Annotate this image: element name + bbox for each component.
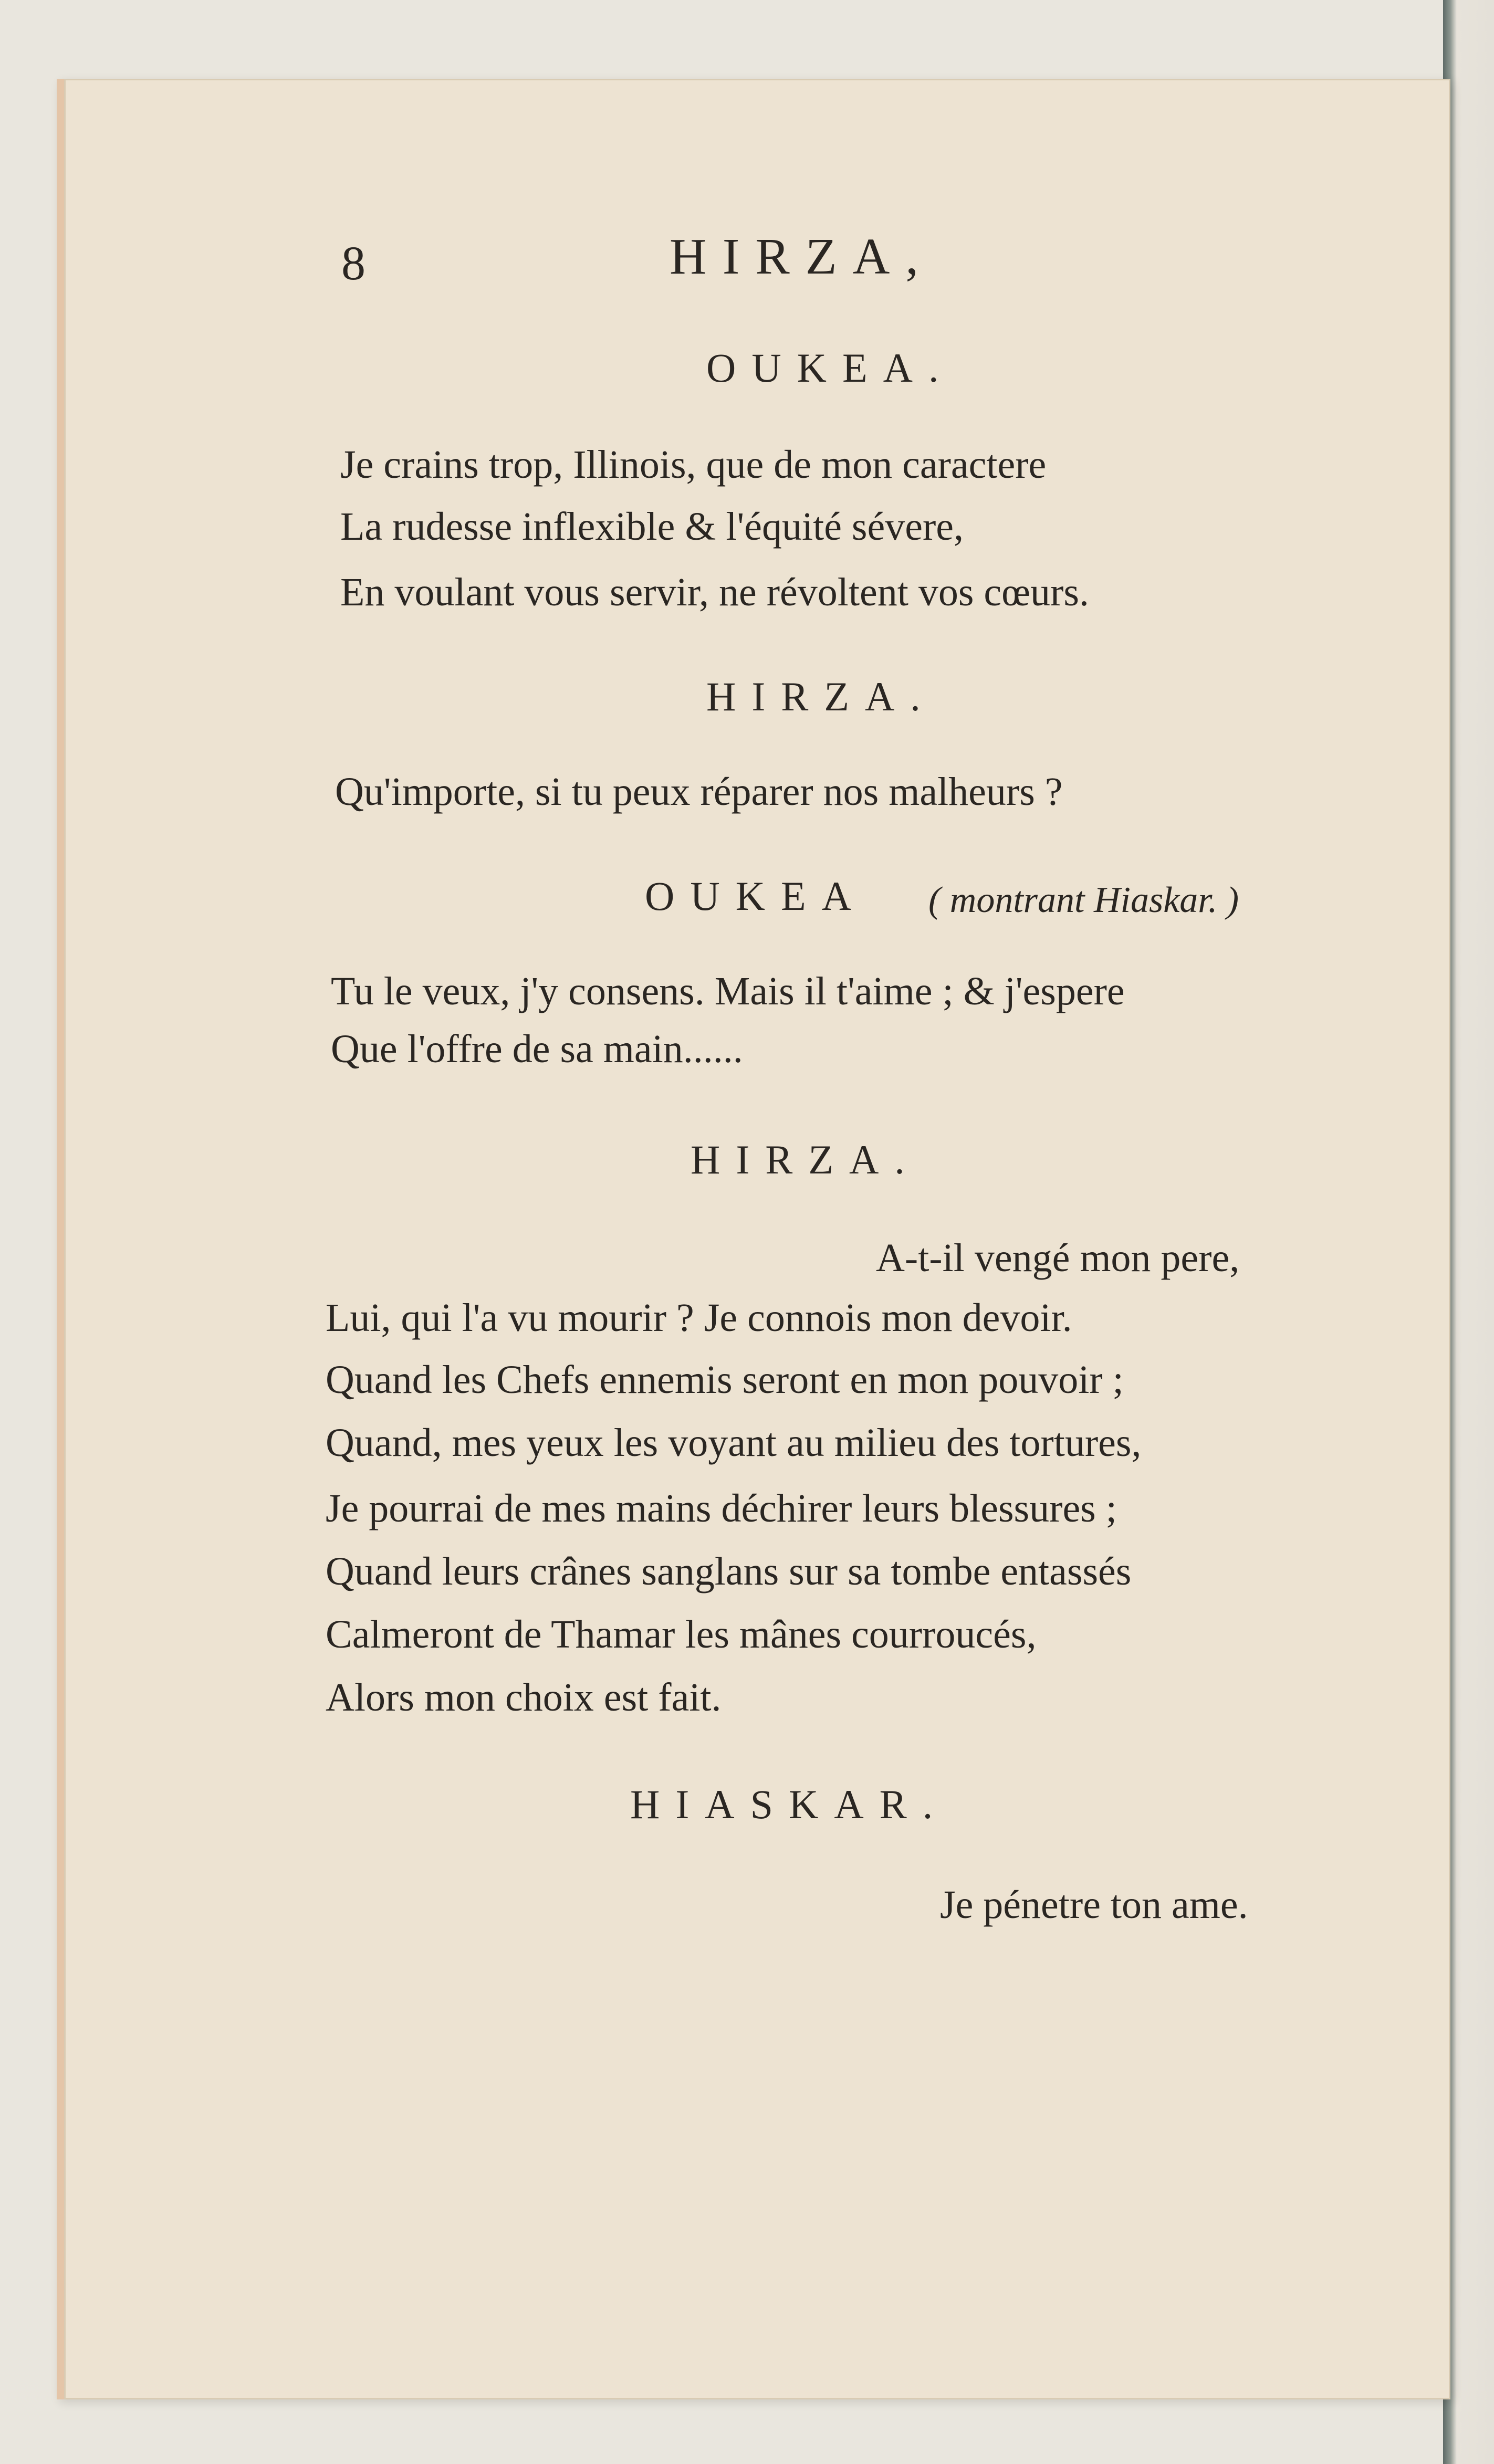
verse-line: Qu'importe, si tu peux réparer nos malheurs ? [335,770,1063,814]
verse-line: A-t-il vengé mon pere, [876,1236,1240,1280]
verse-line: Tu le veux, j'y consens. Mais il t'aime ; & j'espere [331,969,1125,1013]
verse-line: Calmeront de Thamar les mânes courroucés, [326,1612,1037,1656]
stage-direction: ( montrant Hiaskar. ) [928,880,1239,920]
verse-line: Je pénetre ton ame. [940,1883,1248,1927]
verse-line: Quand, mes yeux les voyant au milieu des tortures, [326,1421,1142,1465]
speaker-name: OUKEA [645,873,867,919]
page-number: 8 [341,236,365,290]
speaker-name: HIRZA. [706,674,936,719]
book-page [57,79,1450,2399]
adjacent-page-edge [1443,0,1494,2464]
verse-line: En voulant vous servir, ne révoltent vos cœurs. [340,570,1089,614]
speaker-name: HIRZA. [691,1137,921,1182]
verse-line: Je crains trop, Illinois, que de mon caractere [340,443,1047,487]
verse-line: Lui, qui l'a vu mourir ? Je connois mon devoir. [326,1296,1072,1340]
verse-line: La rudesse inflexible & l'équité sévere, [340,505,964,549]
verse-line: Quand leurs crânes sanglans sur sa tombe entassés [326,1549,1132,1593]
verse-line: Quand les Chefs ennemis seront en mon pouvoir ; [326,1358,1124,1402]
speaker-name: HIASKAR. [630,1781,949,1827]
speaker-name: OUKEA. [706,345,955,391]
verse-line: Que l'offre de sa main...... [331,1027,743,1071]
verse-line: Je pourrai de mes mains déchirer leurs blessures ; [326,1486,1117,1530]
running-title: HIRZA, [670,228,934,285]
verse-line: Alors mon choix est fait. [326,1675,722,1719]
